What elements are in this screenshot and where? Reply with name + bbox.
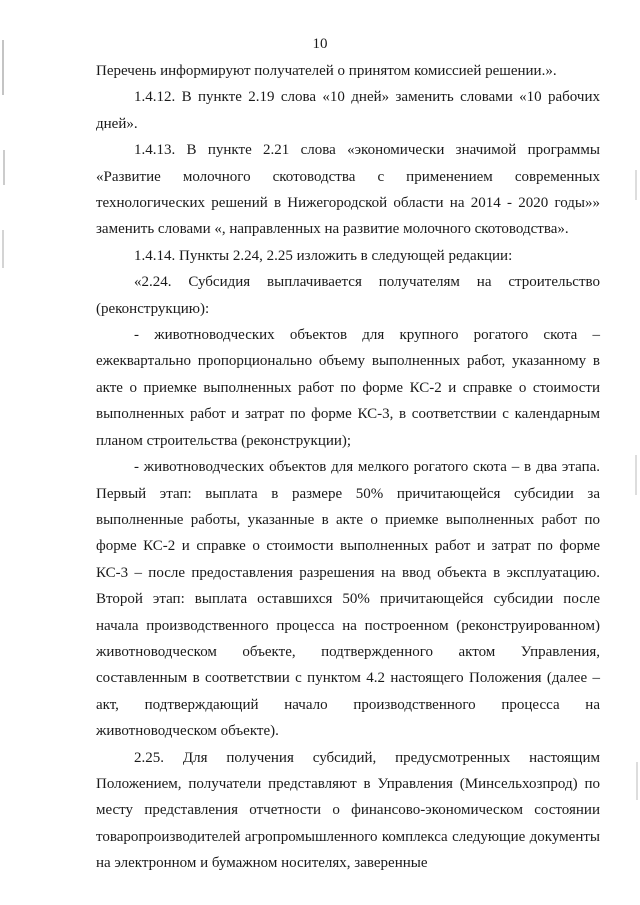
paragraph: 1.4.12. В пункте 2.19 слова «10 дней» заменить словами «10 рабочих дней». <box>96 89 600 132</box>
paragraph: Перечень информируют получателей о принятом комиссией решении.». <box>96 63 557 79</box>
paragraph: 1.4.14. Пункты 2.24, 2.25 изложить в следующей редакции: <box>134 247 513 264</box>
page-number: 10 <box>312 36 328 52</box>
paragraph: 2.25. Для получения субсидий, предусмотренных настоящим Положением, получатели представляют в Управления (Минсельхозпрод) по месту представления отчетности о финансово-экономическом состоянии товаропроизводителей агропромышленного комплекса следующие документы на электронном и бумажном носителях, заверенные <box>96 749 600 872</box>
paragraph: - животноводческих объектов для мелкого рогатого скота – в два этапа. Первый этап: выплата в размере 50% причитающейся субсидии за выполненные работы, указанные в акте о приемке выполненных работ по форме КС-2 и справке о стоимости выполненных работ и затрат по форме КС-3 – после предоставления разрешения на ввод объекта в эксплуатацию. Второй этап: выплата оставшихся 50% причитающейся субсидии после начала производственного процесса на построенном (реконструированном) животноводческом объекте, подтвержденного актом Управления, составленным в соответствии с пунктом 4.2 настоящего Положения (далее – акт, подтверждающий начало производственного процесса на животноводческом объекте). <box>96 459 600 740</box>
document-body <box>96 58 600 877</box>
paragraph: 1.4.13. В пункте 2.21 слова «экономически значимой программы «Развитие молочного скотоводства с применением современных технологических решений в Нижегородской области на 2014 - 2020 годы»» заменить словами «, направленных на развитие молочного скотоводства». <box>96 142 600 238</box>
paragraph: - животноводческих объектов для крупного рогатого скота – ежеквартально пропорционально объему выполненных работ, указанному в акте о приемке выполненных работ по форме КС-2 и справке о стоимости выполненных работ и затрат по форме КС-3, в соответствии с календарным планом строительства (реконструкции); <box>96 327 600 449</box>
paragraph: «2.24. Субсидия выплачивается получателям на строительство (реконструкцию): <box>96 274 600 317</box>
